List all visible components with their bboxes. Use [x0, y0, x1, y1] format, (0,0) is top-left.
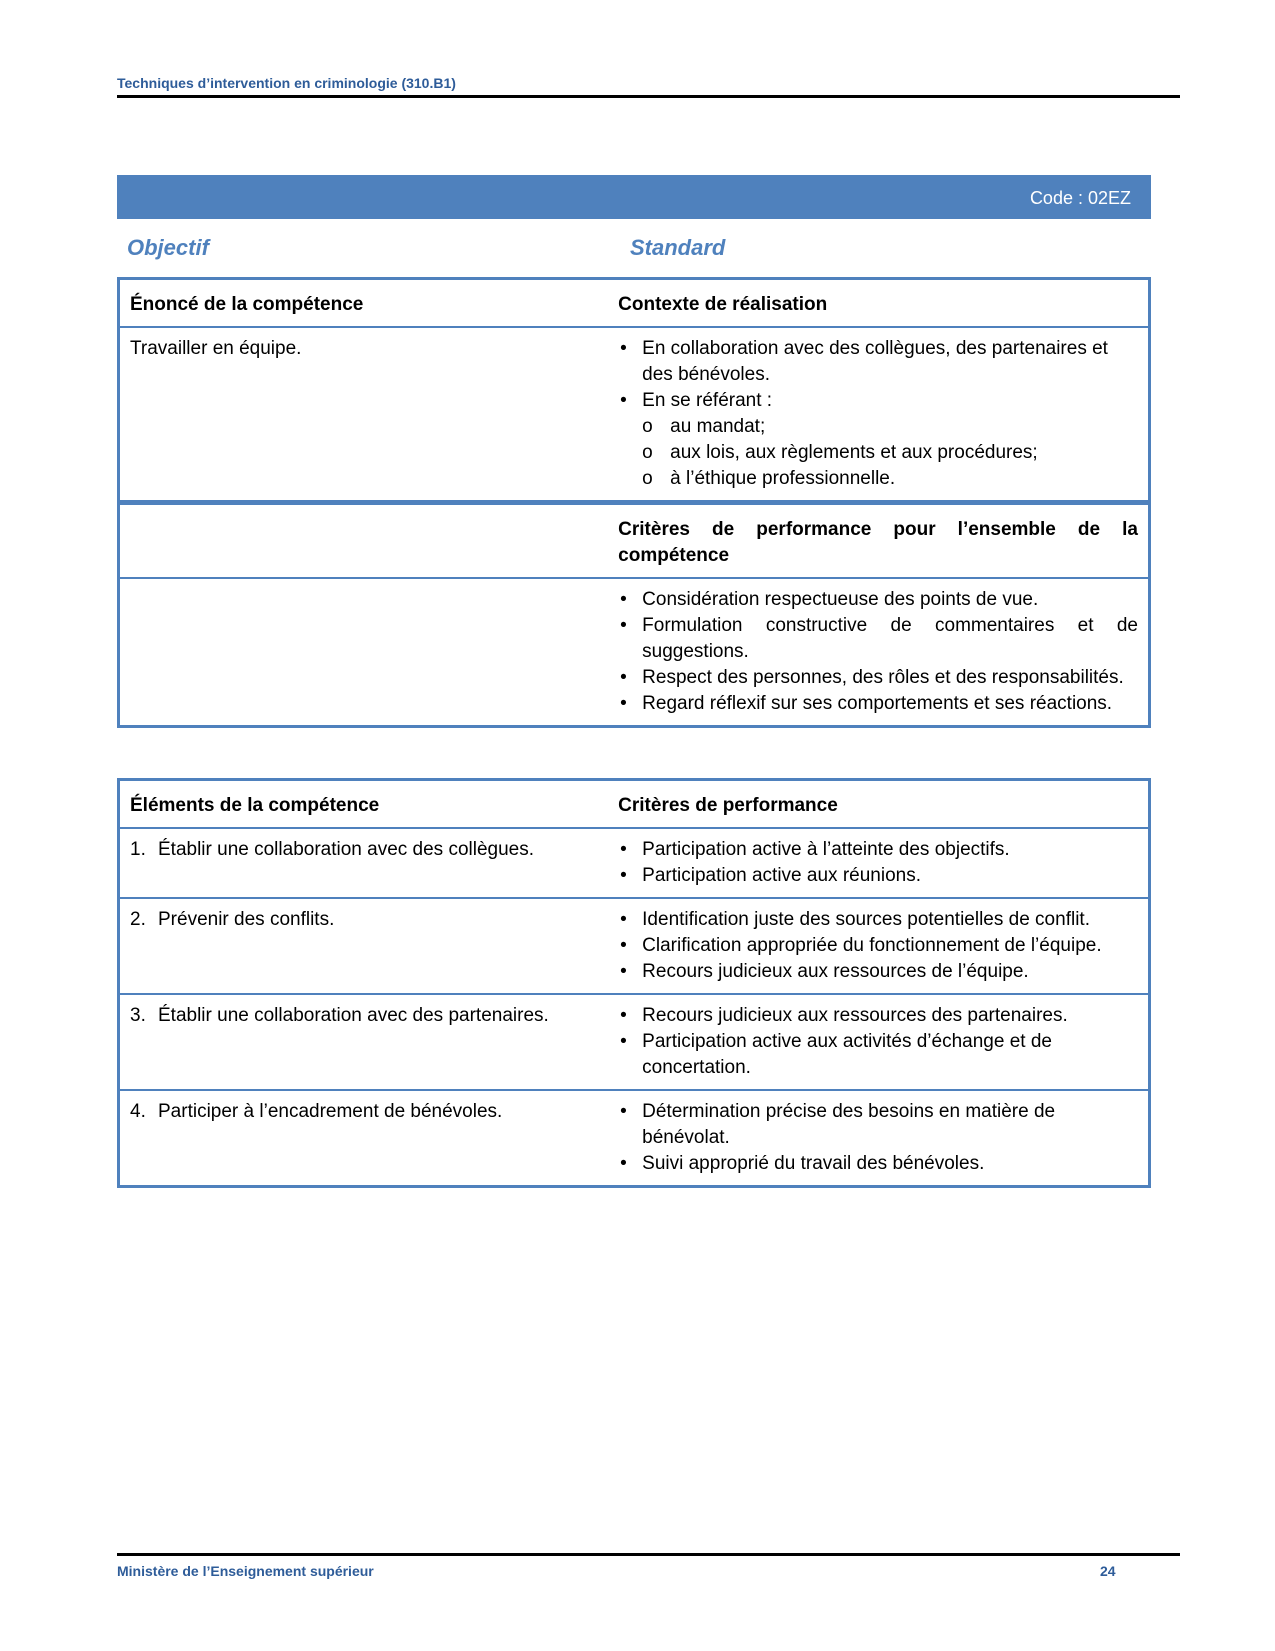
table-row: [120, 577, 1148, 725]
element-text: Établir une collaboration avec des collègues.: [158, 839, 535, 860]
column-heading-standard: Standard: [630, 235, 726, 260]
table-row: [120, 993, 1148, 1089]
list-item: • Participation active aux activités d’échange et de concertation.: [618, 1029, 1138, 1081]
table-header-row: [120, 505, 1148, 577]
element-criteria: [618, 1091, 1148, 1185]
list-item: • Clarification appropriée du fonctionnement de l’équipe.: [618, 933, 1138, 959]
element-number: 1.: [130, 839, 146, 860]
list-item: • Détermination précise des besoins en matière de bénévolat.: [618, 1099, 1138, 1151]
sub-list-item: o aux lois, aux règlements et aux procédures;: [642, 440, 1138, 466]
running-header: Techniques d’intervention en criminologie (310.B1): [117, 75, 456, 91]
footer-rule: [117, 1553, 1180, 1556]
list-item: [618, 388, 1138, 492]
element-number: 3.: [130, 1005, 146, 1026]
table-row: [120, 1089, 1148, 1185]
header-rule: [117, 95, 1180, 98]
list-item: • Participation active aux réunions.: [618, 863, 1138, 889]
table-header-row: [120, 280, 1148, 326]
element-criteria: [618, 829, 1148, 897]
element-label: [120, 995, 618, 1089]
list-item: • Considération respectueuse des points de vue.: [618, 587, 1138, 613]
global-criteria-table: [117, 502, 1151, 728]
footer-ministry: Ministère de l’Enseignement supérieur: [117, 1563, 374, 1579]
enonce-table: [117, 277, 1151, 503]
element-text: Participer à l’encadrement de bénévoles.: [158, 1101, 503, 1122]
list-item: • Participation active à l’atteinte des objectifs.: [618, 837, 1138, 863]
list-item: • En collaboration avec des collègues, des partenaires et des bénévoles.: [618, 336, 1138, 388]
header-elements: Éléments de la compétence: [130, 795, 380, 816]
table-header-row: [120, 781, 1148, 827]
list-item: • Suivi approprié du travail des bénévoles.: [618, 1151, 1138, 1177]
sub-list-item: o au mandat;: [642, 414, 1138, 440]
table-row: [120, 827, 1148, 897]
element-number: 4.: [130, 1101, 146, 1122]
list-item-label: En se référant :: [642, 390, 773, 411]
header-global-criteria: Critères de performance pour l’ensemble de la compétence: [618, 519, 1138, 566]
header-performance: Critères de performance: [618, 795, 838, 816]
element-number: 2.: [130, 909, 146, 930]
element-text: Établir une collaboration avec des partenaires.: [158, 1005, 549, 1026]
enonce-text: Travailler en équipe.: [130, 338, 302, 359]
element-label: [120, 829, 618, 897]
contexte-cell: [618, 328, 1148, 500]
list-item: • Identification juste des sources potentielles de conflit.: [618, 907, 1138, 933]
element-label: [120, 899, 618, 993]
table-row: [120, 897, 1148, 993]
element-criteria: [618, 995, 1148, 1089]
list-item: • Regard réflexif sur ses comportements et ses réactions.: [618, 691, 1138, 717]
global-criteria-cell: [618, 579, 1148, 725]
list-item: • Respect des personnes, des rôles et des responsabilités.: [618, 665, 1138, 691]
table-row: [120, 326, 1148, 500]
elements-table: [117, 778, 1151, 1188]
column-heading-objectif: Objectif: [127, 235, 209, 260]
element-text: Prévenir des conflits.: [158, 909, 335, 930]
code-banner: [117, 175, 1151, 219]
sub-list-item: o à l’éthique professionnelle.: [642, 466, 1138, 492]
page-number: 24: [1100, 1563, 1116, 1579]
list-item: • Formulation constructive de commentaires et de suggestions.: [618, 613, 1138, 665]
element-criteria: [618, 899, 1148, 993]
list-item: • Recours judicieux aux ressources de l’équipe.: [618, 959, 1138, 985]
element-label: [120, 1091, 618, 1185]
list-item: • Recours judicieux aux ressources des partenaires.: [618, 1003, 1138, 1029]
header-contexte: Contexte de réalisation: [618, 294, 828, 315]
header-enonce: Énoncé de la compétence: [130, 294, 364, 315]
competency-code: Code : 02EZ: [1029, 188, 1131, 208]
